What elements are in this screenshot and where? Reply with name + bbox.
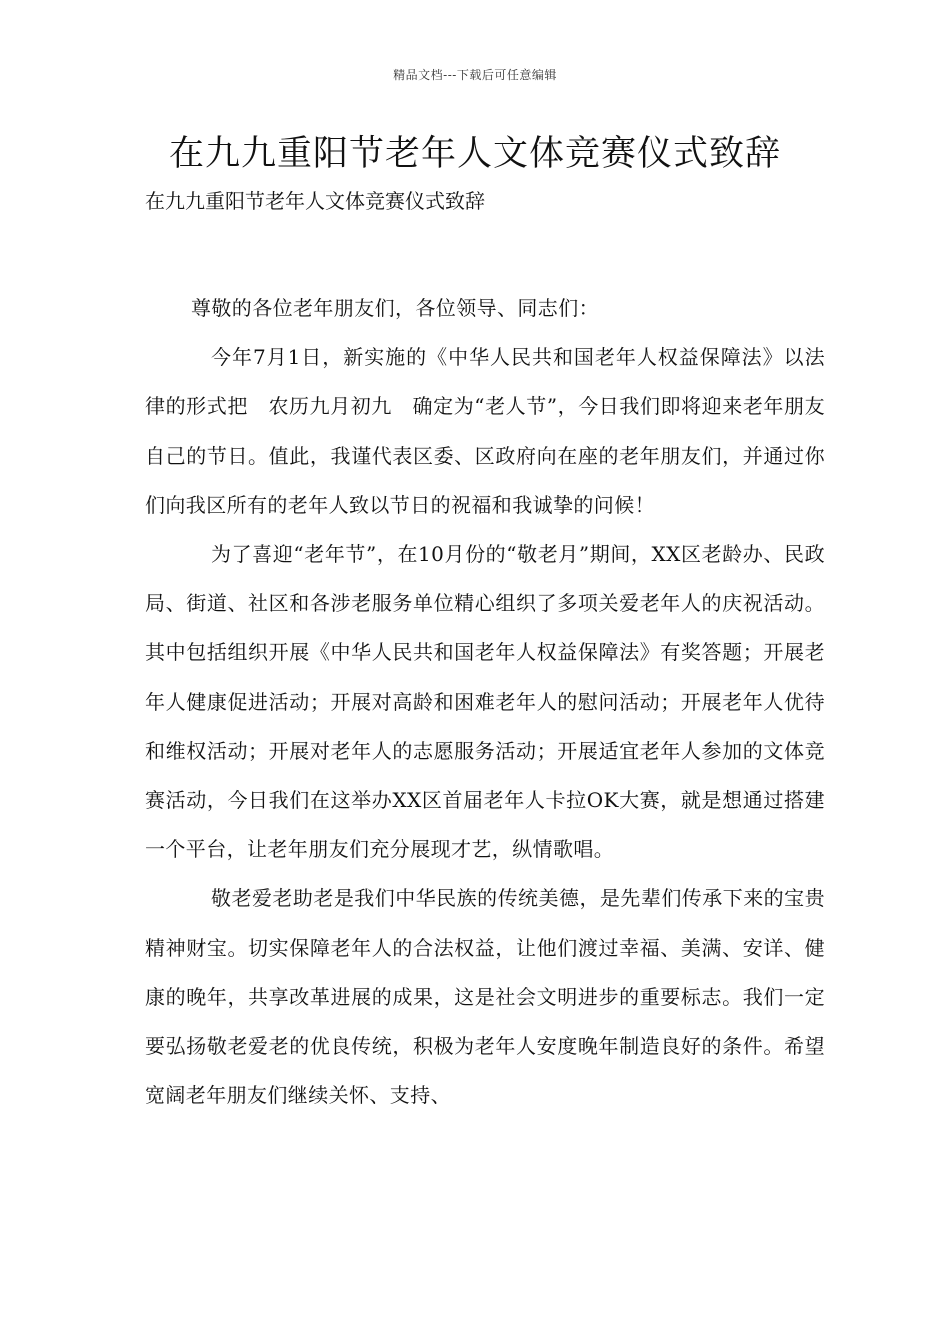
paragraph-2: 为了喜迎“老年节”，在10月份的“敬老月”期间，XX区老龄办、民政局、街道、社区和各涉老服务单位精心组织了多项关爱老年人的庆祝活动。其中包括组织开展《中华人民共和国老年人权益保障法》有奖答题；开展老年人健康促进活动；开展对高龄和困难老年人的慰问活动；开展老年人优待和维权活动；开展对老年人的志愿服务活动；开展适宜老年人参加的文体竞赛活动，今日我们在这举办XX区首届老年人卡拉OK大赛，就是想通过搭建一个平台，让老年朋友们充分展现才艺，纵情歌唱。 [145, 542, 825, 862]
document-body [145, 284, 825, 1120]
header-note: 精品文档---下载后可任意编辑 [393, 68, 557, 82]
salutation: 尊敬的各位老年朋友们，各位领导、同志们： [191, 296, 599, 320]
paragraph-3: 敬老爱老助老是我们中华民族的传统美德，是先辈们传承下来的宝贵精神财宝。切实保障老年人的合法权益，让他们渡过幸福、美满、安详、健康的晚年，共享改革进展的成果，这是社会文明进步的重要标志。我们一定要弘扬敬老爱老的优良传统，积极为老年人安度晚年制造良好的条件。希望宽阔老年朋友们继续关怀、支持、 [145, 886, 825, 1108]
document-subtitle: 在九九重阳节老年人文体竞赛仪式致辞 [145, 189, 485, 213]
document-title: 在九九重阳节老年人文体竞赛仪式致辞 [168, 134, 781, 174]
paragraph-1: 今年7月1日，新实施的《中华人民共和国老年人权益保障法》以法律的形式把 农历九月初九 确定为“老人节”，今日我们即将迎来老年朋友自己的节日。值此，我谨代表区委、区政府向在座的老年朋友们，并通过你们向我区所有的老年人致以节日的祝福和我诚挚的问候！ [145, 345, 825, 517]
